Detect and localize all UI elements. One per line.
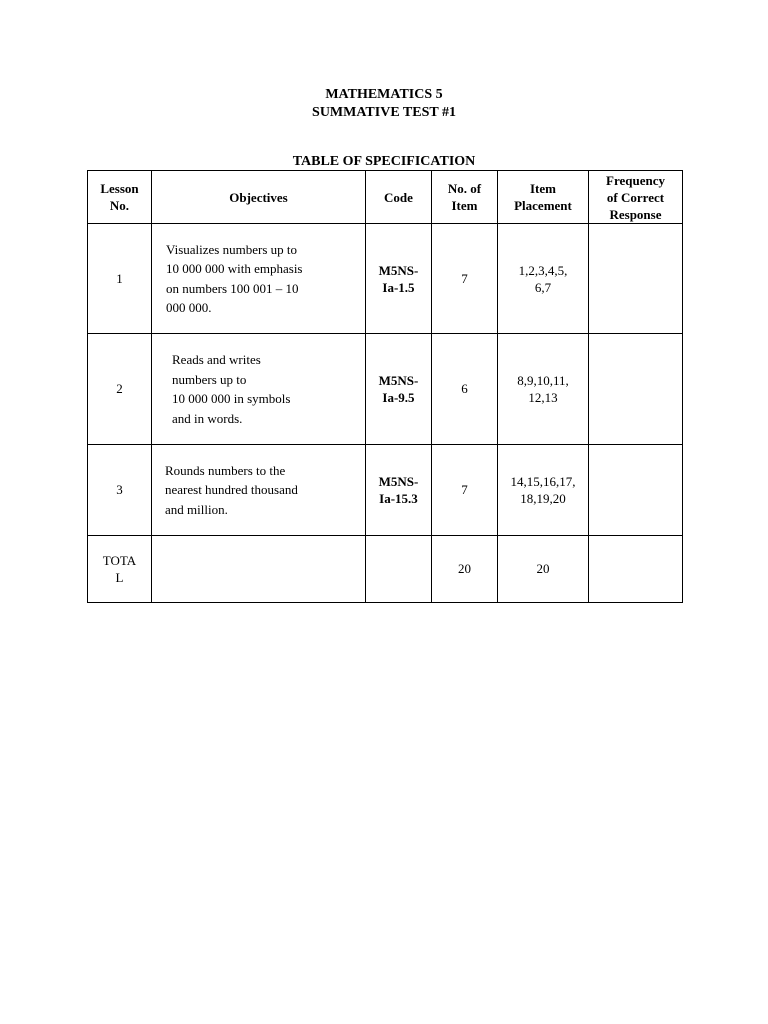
objective-line: and million. bbox=[165, 501, 228, 517]
objective-cell bbox=[152, 445, 366, 536]
subject-title: MATHEMATICS 5 bbox=[325, 87, 443, 102]
frequency-cell bbox=[589, 445, 683, 536]
document-header bbox=[0, 86, 768, 122]
header-code: Code bbox=[366, 171, 432, 224]
objective-line: 10 000 000 with emphasis bbox=[166, 261, 303, 276]
header-item-placement: Item Placement bbox=[498, 171, 589, 224]
total-code-cell bbox=[366, 536, 432, 603]
total-items: 20 bbox=[432, 536, 498, 603]
total-label: TOTA L bbox=[88, 536, 152, 603]
objective-cell bbox=[152, 334, 366, 445]
lesson-number: 3 bbox=[88, 445, 152, 536]
table-row bbox=[88, 445, 683, 536]
lesson-number: 1 bbox=[88, 224, 152, 334]
frequency-cell bbox=[589, 224, 683, 334]
specification-table bbox=[87, 170, 683, 603]
objective-line: 000 000. bbox=[166, 300, 212, 315]
table-row bbox=[88, 224, 683, 334]
lesson-number: 2 bbox=[88, 334, 152, 445]
header-no-of-item: No. of Item bbox=[432, 171, 498, 224]
objective-line: Reads and writes bbox=[172, 352, 261, 367]
total-row bbox=[88, 536, 683, 603]
objective-line: 10 000 000 in symbols bbox=[172, 391, 291, 406]
header-objectives: Objectives bbox=[152, 171, 366, 224]
objective-line: and in words. bbox=[172, 410, 243, 426]
objective-line: nearest hundred thousand bbox=[165, 482, 298, 498]
total-placement: 20 bbox=[498, 536, 589, 603]
code-cell: M5NS- Ia-1.5 bbox=[366, 224, 432, 334]
total-objectives-cell bbox=[152, 536, 366, 603]
item-count: 7 bbox=[432, 224, 498, 334]
item-count: 6 bbox=[432, 334, 498, 445]
total-frequency-cell bbox=[589, 536, 683, 603]
table-row bbox=[88, 334, 683, 445]
item-placement: 8,9,10,11, 12,13 bbox=[498, 334, 589, 445]
objective-line: Visualizes numbers up to bbox=[166, 241, 298, 257]
table-title: TABLE OF SPECIFICATION bbox=[292, 154, 476, 169]
header-lesson-no: Lesson No. bbox=[88, 171, 152, 224]
test-title: SUMMATIVE TEST #1 bbox=[312, 105, 456, 120]
item-placement: 14,15,16,17, 18,19,20 bbox=[498, 445, 589, 536]
objective-line: Rounds numbers to the bbox=[165, 462, 286, 478]
objective-cell bbox=[152, 224, 366, 334]
item-count: 7 bbox=[432, 445, 498, 536]
frequency-cell bbox=[589, 334, 683, 445]
objective-line: on numbers 100 001 – 10 bbox=[166, 280, 299, 296]
table-header-row bbox=[88, 171, 683, 224]
code-cell: M5NS- Ia-15.3 bbox=[366, 445, 432, 536]
header-frequency: Frequency of Correct Response bbox=[589, 171, 683, 224]
code-cell: M5NS- Ia-9.5 bbox=[366, 334, 432, 445]
item-placement: 1,2,3,4,5, 6,7 bbox=[498, 224, 589, 334]
objective-line: numbers up to bbox=[172, 371, 247, 387]
